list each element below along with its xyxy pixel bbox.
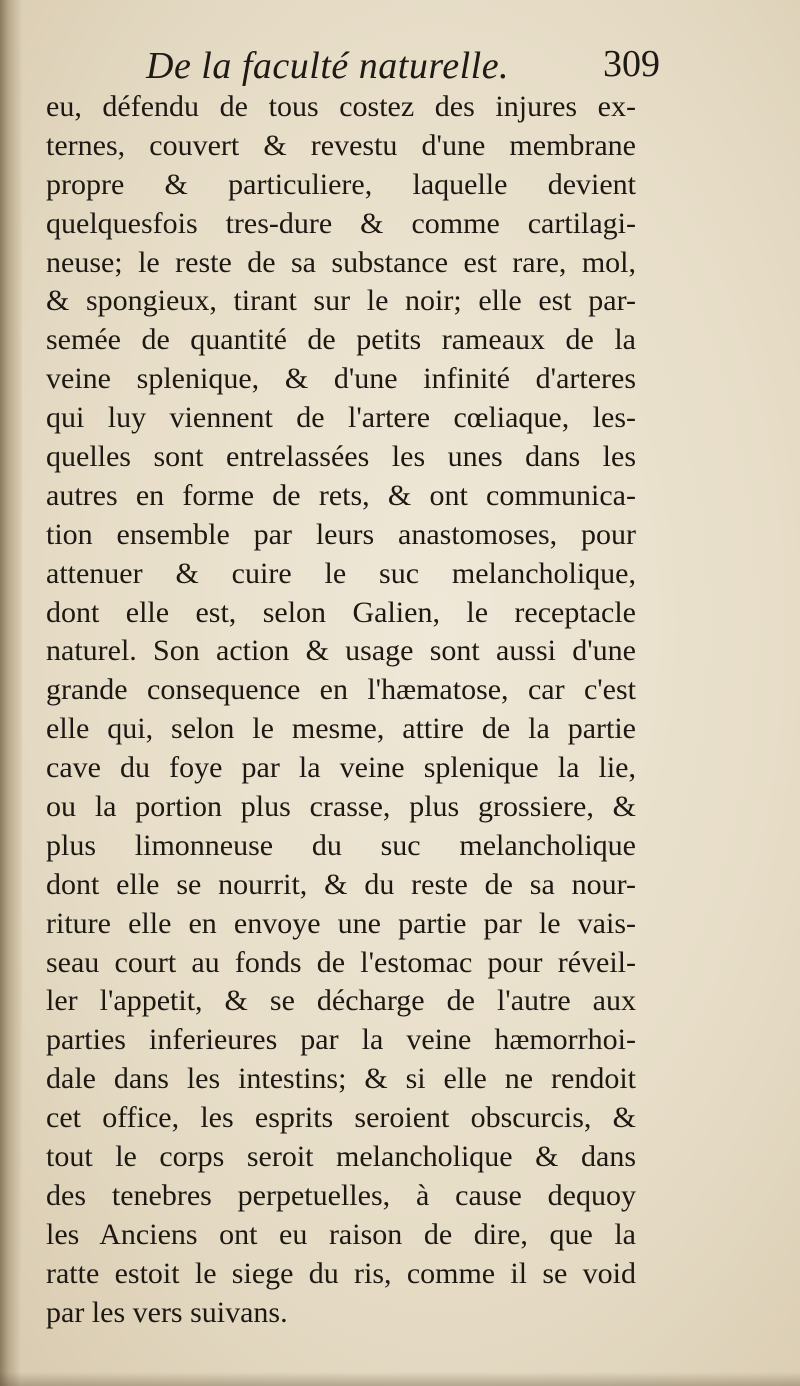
text-line: dale dans les intestins; & si elle ne rendoit <box>46 1062 636 1096</box>
text-line: & spongieux, tirant sur le noir; elle est par- <box>46 284 636 318</box>
text-line: veine splenique, & d'une infinité d'arteres <box>46 362 636 396</box>
running-head: De la faculté naturelle. <box>146 45 510 87</box>
text-line: dont elle est, selon Galien, le receptacle <box>46 595 636 629</box>
text-line: par les vers suivans. <box>46 1295 288 1329</box>
text-line: ratte estoit le siege du ris, comme il se void <box>46 1256 636 1290</box>
text-line: ternes, couvert & revestu d'une membrane <box>46 128 636 162</box>
text-line: propre & particuliere, laquelle devient <box>46 167 636 201</box>
text-line: cave du foye par la veine splenique la lie, <box>46 751 636 785</box>
text-line: naturel. Son action & usage sont aussi d'une <box>46 634 636 668</box>
text-line: seau court au fonds de l'estomac pour réveil- <box>46 945 636 979</box>
text-line: quelles sont entrelassées les unes dans les <box>46 440 636 474</box>
page-binding-shadow <box>0 0 22 1386</box>
page-bottom-edge <box>0 1372 800 1386</box>
page-number: 309 <box>603 43 660 85</box>
text-line: eu, défendu de tous costez des injures ex- <box>46 90 636 123</box>
text-line: neuse; le reste de sa substance est rare, mol, <box>46 245 636 279</box>
body-text <box>46 88 636 1333</box>
text-line: les Anciens ont eu raison de dire, que la <box>46 1217 636 1251</box>
text-line: ou la portion plus crasse, plus grossiere, & <box>46 790 636 824</box>
text-line: quelquesfois tres-dure & comme cartilagi- <box>46 206 636 240</box>
text-line: des tenebres perpetuelles, à cause dequoy <box>46 1178 636 1212</box>
text-line: qui luy viennent de l'artere cœliaque, les- <box>46 401 636 435</box>
text-line: semée de quantité de petits rameaux de la <box>46 323 636 357</box>
text-line: plus limonneuse du suc melancholique <box>46 828 636 862</box>
text-line: tout le corps seroit melancholique & dans <box>46 1140 636 1174</box>
text-line: elle qui, selon le mesme, attire de la partie <box>46 712 636 746</box>
text-line: parties inferieures par la veine hæmorrhoi- <box>46 1023 636 1057</box>
text-line: riture elle en envoye une partie par le vais- <box>46 906 636 940</box>
text-line: dont elle se nourrit, & du reste de sa nour- <box>46 867 636 901</box>
text-line: attenuer & cuire le suc melancholique, <box>46 556 636 590</box>
text-line: tion ensemble par leurs anastomoses, pour <box>46 517 636 551</box>
text-line: ler l'appetit, & se décharge de l'autre aux <box>46 984 636 1018</box>
text-line: autres en forme de rets, & ont communica- <box>46 478 636 512</box>
text-line: grande consequence en l'hæmatose, car c'est <box>46 673 636 707</box>
text-line: cet office, les esprits seroient obscurcis, & <box>46 1101 636 1135</box>
